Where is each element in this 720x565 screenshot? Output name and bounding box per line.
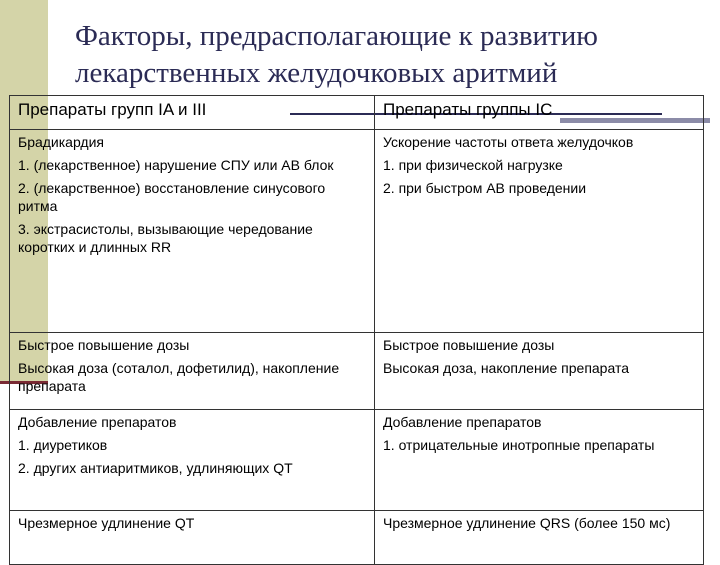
- cell-line: Добавление препаратов: [383, 414, 542, 430]
- slide-title: [75, 18, 695, 92]
- factors-table: [9, 95, 704, 565]
- header-group-ia-iii: Препараты групп IA и III: [10, 96, 375, 130]
- header-group-ic: Препараты группы IC: [375, 96, 704, 130]
- cell-line: Быстрое повышение дозы: [383, 337, 555, 353]
- cell-line: 3. экстрасистолы, вызывающие чередование коротких и длинных RR: [18, 221, 313, 255]
- cell-ic: [375, 333, 704, 410]
- cell-line: 1. (лекарственное) нарушение СПУ или АВ блок: [18, 157, 334, 173]
- table-header-row: [10, 96, 704, 130]
- title-line-2: лекарственных желудочковых аритмий: [75, 57, 558, 89]
- cell-ic: [375, 511, 704, 565]
- cell-line: Высокая доза, накопление препарата: [383, 360, 629, 376]
- cell-line: 1. при физической нагрузке: [383, 157, 563, 173]
- cell-line: Высокая доза (соталол, дофетилид), накопление препарата: [18, 360, 340, 394]
- cell-line: Брадикардия: [18, 134, 105, 150]
- cell-ia-iii: [10, 130, 375, 333]
- table-row: [10, 511, 704, 565]
- table-row: [10, 333, 704, 410]
- cell-line: 2. других антиаритмиков, удлиняющих QT: [18, 460, 293, 476]
- cell-ic: [375, 410, 704, 511]
- cell-ic: [375, 130, 704, 333]
- cell-line: Чрезмерное удлинение QT: [18, 515, 195, 531]
- table-row: [10, 410, 704, 511]
- cell-line: 2. при быстром АВ проведении: [383, 180, 587, 196]
- cell-line: Ускорение частоты ответа желудочков: [383, 134, 634, 150]
- cell-line: Добавление препаратов: [18, 414, 177, 430]
- cell-line: 2. (лекарственное) восстановление синусового ритма: [18, 180, 326, 214]
- cell-ia-iii: [10, 410, 375, 511]
- cell-line: Чрезмерное удлинение QRS (более 150 мс): [383, 515, 671, 531]
- title-line-1: Факторы, предрасполагающие к развитию: [75, 20, 598, 52]
- cell-ia-iii: [10, 333, 375, 410]
- table-row: [10, 130, 704, 333]
- cell-ia-iii: [10, 511, 375, 565]
- cell-line: Быстрое повышение дозы: [18, 337, 190, 353]
- cell-line: 1. отрицательные инотропные препараты: [383, 437, 655, 453]
- cell-line: 1. диуретиков: [18, 437, 108, 453]
